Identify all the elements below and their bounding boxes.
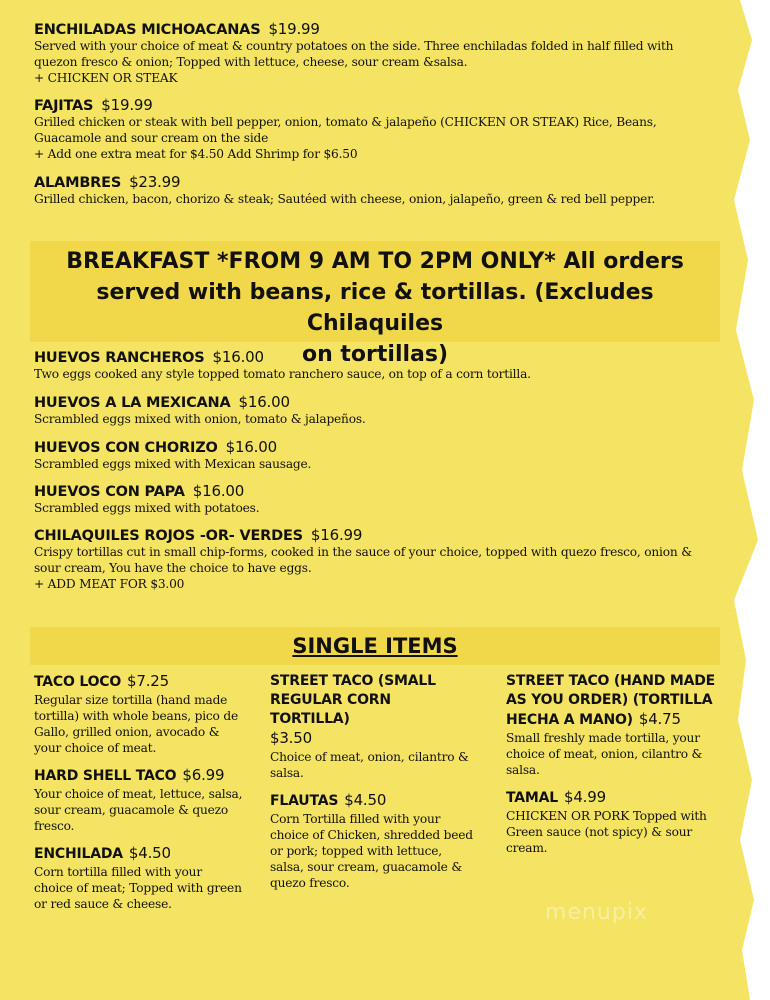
item-name: TAMAL xyxy=(506,790,558,806)
item-desc: sour cream, You have the choice to have eggs. xyxy=(34,561,312,575)
menu-item-huevos-a-la-mexicana xyxy=(34,393,714,427)
menu-item-enchilada xyxy=(34,844,244,912)
item-price: $16.99 xyxy=(310,526,363,544)
menu-item-huevos-rancheros xyxy=(34,348,714,382)
item-price: $19.99 xyxy=(101,96,153,114)
item-price: $3.50 xyxy=(270,729,312,747)
item-desc: CHICKEN OR PORK Topped with Green sauce (not spicy) & sour cream. xyxy=(506,809,707,855)
item-price: $4.75 xyxy=(638,710,681,728)
item-desc: Two eggs cooked any style topped tomato ranchero sauce, on top of a corn tortilla. xyxy=(34,367,531,381)
menu-item-huevos-con-chorizo xyxy=(34,438,714,472)
single-items-column-2 xyxy=(270,672,475,901)
item-desc: Scrambled eggs mixed with Mexican sausage. xyxy=(34,457,312,471)
item-price: $23.99 xyxy=(129,173,181,191)
item-desc: Corn tortilla filled with your choice of meat; Topped with green or red sauce & cheese. xyxy=(34,865,242,911)
item-name: HUEVOS A LA MEXICANA xyxy=(34,395,231,411)
item-addon: + CHICKEN OR STEAK xyxy=(34,71,178,85)
item-price: $4.50 xyxy=(344,791,387,809)
banner-line: BREAKFAST *FROM 9 AM TO 2PM ONLY* All orders xyxy=(66,249,684,274)
menu-item-street-taco-small xyxy=(270,672,475,781)
item-name: STREET TACO (SMALL REGULAR CORN TORTILLA) xyxy=(270,673,436,727)
item-name: HARD SHELL TACO xyxy=(34,768,177,784)
item-desc: Scrambled eggs mixed with onion, tomato & jalapeños. xyxy=(34,412,366,426)
item-name: ENCHILADA xyxy=(34,846,123,862)
menu-item-hard-shell-taco xyxy=(34,766,244,834)
item-price: $16.00 xyxy=(212,348,264,366)
item-price: $4.50 xyxy=(128,844,171,862)
banner-line: served with beans, rice & tortillas. (Excludes Chilaquiles xyxy=(96,280,654,336)
item-name: ENCHILADAS MICHOACANAS xyxy=(34,22,261,38)
item-addon: + ADD MEAT FOR $3.00 xyxy=(34,577,185,591)
item-name: FAJITAS xyxy=(34,98,94,114)
item-name: HUEVOS CON PAPA xyxy=(34,484,185,500)
menu-item-chilaquiles xyxy=(34,526,714,592)
item-name: FLAUTAS xyxy=(270,793,339,809)
item-desc: Choice of meat, onion, cilantro & salsa. xyxy=(270,750,469,780)
item-price: $4.99 xyxy=(564,788,606,806)
item-desc: Grilled chicken or steak with bell pepper, onion, tomato & jalapeño (CHICKEN OR STEAK) Rice, Beans, xyxy=(34,115,657,129)
item-desc: Corn Tortilla filled with your choice of Chicken, shredded beed or pork; topped with lettuce, salsa, sour cream, guacamole & quezo fresco. xyxy=(270,812,473,890)
menu-item-huevos-con-papa xyxy=(34,482,714,516)
item-price: $16.00 xyxy=(192,482,245,500)
item-name: HUEVOS RANCHEROS xyxy=(34,350,205,366)
single-items-column-1 xyxy=(34,672,244,922)
item-desc: Crispy tortillas cut in small chip-forms, cooked in the sauce of your choice, topped with quezo fresco, onion & xyxy=(34,545,692,559)
item-name: CHILAQUILES ROJOS -OR- VERDES xyxy=(34,528,303,544)
item-price: $19.99 xyxy=(268,20,320,38)
item-desc: Served with your choice of meat & country potatoes on the side. Three enchiladas folded in half filled with xyxy=(34,39,674,53)
banner-line: on tortillas) xyxy=(301,342,449,367)
menu-item-enchiladas-michoacanas xyxy=(34,20,714,86)
menu-item-fajitas xyxy=(34,96,714,162)
item-desc: Grilled chicken, bacon, chorizo & steak; Sautéed with cheese, onion, jalapeño, green & red bell pepper. xyxy=(34,192,656,206)
item-price: $16.00 xyxy=(225,438,277,456)
watermark: menupix xyxy=(545,900,648,925)
item-desc: quezon fresco & onion; Topped with lettuce, cheese, sour cream &salsa. xyxy=(34,55,468,69)
item-price: $6.99 xyxy=(182,766,225,784)
item-desc: Scrambled eggs mixed with potatoes. xyxy=(34,501,260,515)
item-addon: + Add one extra meat for $4.50 Add Shrimp for $6.50 xyxy=(34,147,358,161)
item-desc: Small freshly made tortilla, your choice of meat, onion, cilantro & salsa. xyxy=(506,731,703,777)
section-title: SINGLE ITEMS xyxy=(292,634,458,658)
single-items-banner xyxy=(30,627,720,665)
menu-item-street-taco-hand-made xyxy=(506,672,718,778)
menu-item-tamal xyxy=(506,788,718,856)
menu-item-flautas xyxy=(270,791,475,891)
item-price: $16.00 xyxy=(238,393,290,411)
item-price: $7.25 xyxy=(127,672,169,690)
item-name: STREET TACO (HAND MADE AS YOU ORDER) (TORTILLA HECHA A MANO) xyxy=(506,673,716,728)
menu-item-alambres xyxy=(34,173,714,207)
item-name: HUEVOS CON CHORIZO xyxy=(34,440,218,456)
torn-paper-edge xyxy=(730,0,770,1000)
menu-item-taco-loco xyxy=(34,672,244,756)
single-items-column-3 xyxy=(506,672,718,866)
item-name: ALAMBRES xyxy=(34,175,122,191)
item-desc: Guacamole and sour cream on the side xyxy=(34,131,269,145)
item-name: TACO LOCO xyxy=(34,674,122,690)
item-desc: Your choice of meat, lettuce, salsa, sour cream, guacamole & quezo fresco. xyxy=(34,787,243,833)
item-desc: Regular size tortilla (hand made tortilla) with whole beans, pico de Gallo, grilled onion, avocado & your choice of meat. xyxy=(34,693,238,755)
